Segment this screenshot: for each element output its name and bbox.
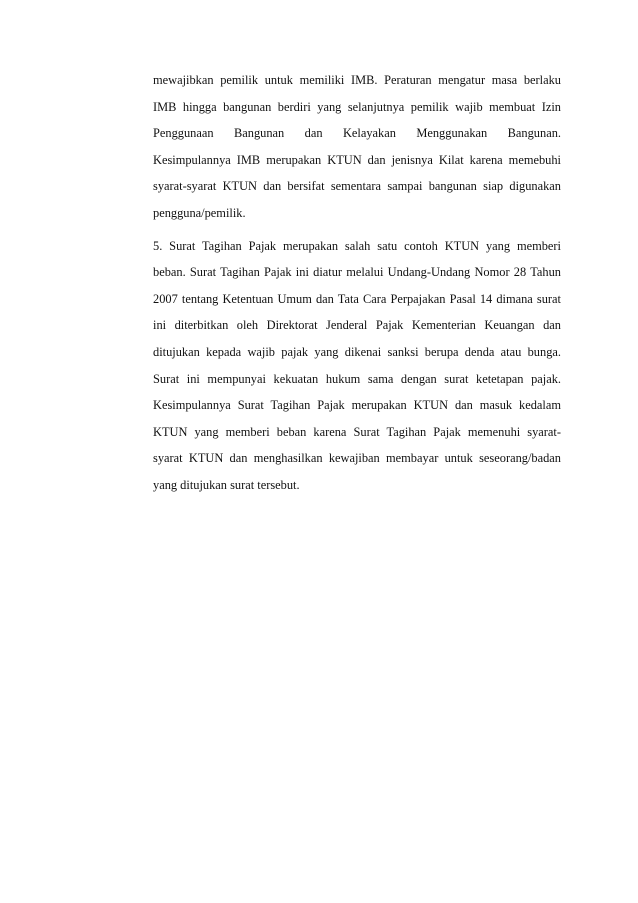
text-line: syarat-syarat KTUN dan bersifat sementara sampai bangunan siap digunakan	[153, 179, 561, 194]
text-line: Kesimpulannya IMB merupakan KTUN dan jenisnya Kilat karena memebuhi	[153, 152, 561, 167]
text-line: Penggunaan Bangunan dan Kelayakan Menggunakan Bangunan.	[153, 126, 561, 141]
text-line: Surat ini mempunyai kekuatan hukum sama dengan surat ketetapan pajak.	[153, 371, 561, 386]
text-line: yang ditujukan surat tersebut.	[153, 477, 300, 492]
text-line: KTUN yang memberi beban karena Surat Tagihan Pajak memenuhi syarat-	[153, 424, 561, 439]
text-line: pengguna/pemilik.	[153, 205, 246, 220]
text-line: ditujukan kepada wajib pajak yang dikenai sanksi berupa denda atau bunga.	[153, 344, 561, 359]
text-line: ini diterbitkan oleh Direktorat Jenderal Pajak Kementerian Keuangan dan	[153, 318, 561, 333]
text-line: beban. Surat Tagihan Pajak ini diatur melalui Undang-Undang Nomor 28 Tahun	[153, 265, 561, 280]
text-line: 5. Surat Tagihan Pajak merupakan salah satu contoh KTUN yang memberi	[153, 238, 561, 253]
text-line: Kesimpulannya Surat Tagihan Pajak merupakan KTUN dan masuk kedalam	[153, 398, 561, 413]
paragraph-surat-tagihan-pajak	[153, 233, 561, 499]
paragraph-imb-conclusion	[153, 67, 561, 227]
text-line: mewajibkan pemilik untuk memiliki IMB. Peraturan mengatur masa berlaku	[153, 73, 561, 87]
text-line: 2007 tentang Ketentuan Umum dan Tata Cara Perpajakan Pasal 14 dimana surat	[153, 291, 561, 306]
text-line: IMB hingga bangunan berdiri yang selanjutnya pemilik wajib membuat Izin	[153, 99, 561, 114]
text-line: syarat KTUN dan menghasilkan kewajiban membayar untuk seseorang/badan	[153, 451, 561, 466]
page-body-text	[153, 67, 561, 499]
